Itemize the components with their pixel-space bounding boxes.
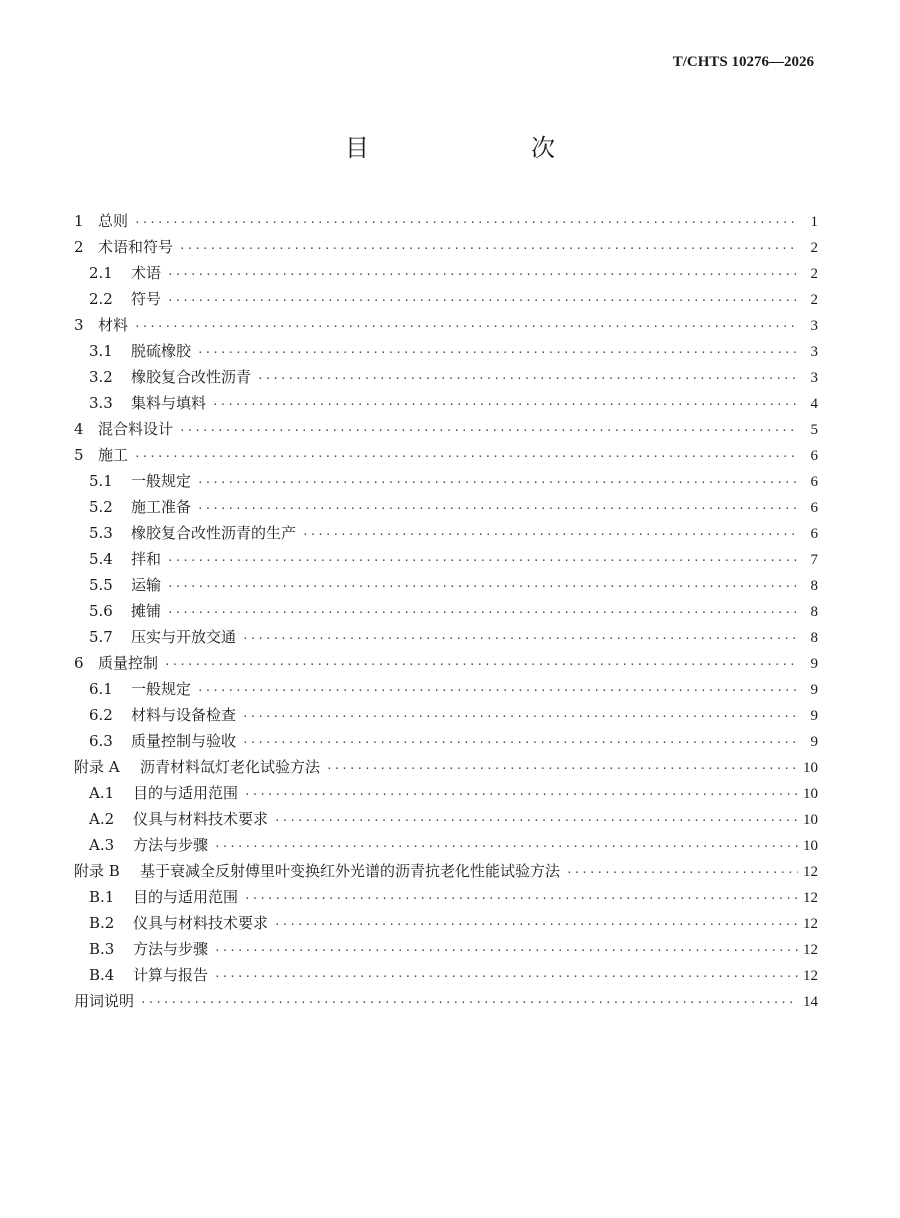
toc-leader-dots — [134, 444, 798, 470]
toc-entry-label: 混合料设计 — [98, 420, 174, 438]
toc-entry[interactable] — [74, 780, 818, 806]
toc-entry-page-number: 2 — [810, 292, 818, 308]
toc-entry-label: 用词说明 — [74, 992, 135, 1010]
toc-leader-dots — [140, 990, 798, 1016]
toc-entry[interactable] — [74, 936, 818, 962]
toc-entry[interactable] — [74, 806, 818, 832]
toc-entry-label: 仪具与材料技术要求 — [133, 914, 269, 932]
toc-entry-label: 沥青材料氙灯老化试验方法 — [140, 758, 321, 776]
toc-entry-label: 术语 — [131, 264, 162, 282]
toc-entry-page-number: 10 — [803, 786, 818, 802]
toc-entry[interactable] — [74, 832, 818, 858]
toc-entry-label: 橡胶复合改性沥青的生产 — [131, 524, 297, 542]
toc-entry-label: 基于衰减全反射傅里叶变换红外光谱的沥青抗老化性能试验方法 — [140, 862, 561, 880]
toc-leader-dots — [167, 262, 798, 288]
toc-entry-label: 一般规定 — [131, 680, 192, 698]
toc-leader-dots — [274, 808, 798, 834]
toc-entry-page-number: 12 — [803, 890, 818, 906]
toc-leader-dots — [244, 782, 798, 808]
toc-entry-page-number: 10 — [803, 838, 818, 854]
toc-entry-label: 一般规定 — [131, 472, 192, 490]
toc-entry[interactable] — [74, 702, 818, 728]
toc-entry-number: 2 — [74, 238, 84, 256]
toc-entry[interactable] — [74, 884, 818, 910]
toc-entry[interactable] — [74, 494, 818, 520]
toc-leader-dots — [212, 392, 798, 418]
toc-entry-page-number: 1 — [810, 214, 818, 230]
toc-entry[interactable] — [74, 754, 818, 780]
toc-leader-dots — [257, 366, 798, 392]
toc-entry-page-number: 8 — [810, 630, 818, 646]
toc-entry-page-number: 9 — [810, 656, 818, 672]
toc-entry-number: 5.7 — [89, 628, 113, 646]
page-title: 目 次 — [345, 134, 593, 162]
toc-entry-number: 附录 B — [74, 862, 120, 880]
toc-entry-number: 3.2 — [89, 368, 113, 386]
toc-entry-label: 仪具与材料技术要求 — [133, 810, 269, 828]
toc-entry-number: A.1 — [89, 784, 115, 802]
toc-entry-label: 质量控制与验收 — [131, 732, 237, 750]
toc-entry-page-number: 5 — [810, 422, 818, 438]
toc-entry-page-number: 10 — [803, 812, 818, 828]
toc-entry-label: 方法与步骤 — [133, 940, 209, 958]
toc-entry-page-number: 14 — [803, 994, 818, 1010]
toc-leader-dots — [197, 496, 798, 522]
toc-entry[interactable] — [74, 572, 818, 598]
toc-entry-number: A.3 — [89, 836, 115, 854]
toc-entry[interactable] — [74, 650, 818, 676]
toc-leader-dots — [164, 652, 798, 678]
toc-entry[interactable] — [74, 312, 818, 338]
toc-entry-label: 目的与适用范围 — [133, 784, 239, 802]
toc-entry[interactable] — [74, 390, 818, 416]
toc-entry-label: 目的与适用范围 — [133, 888, 239, 906]
toc-leader-dots — [134, 314, 798, 340]
toc-entry-page-number: 9 — [810, 682, 818, 698]
standard-code: T/CHTS 10276—2026 — [672, 54, 814, 70]
toc-leader-dots — [326, 756, 798, 782]
toc-entry[interactable] — [74, 858, 818, 884]
toc-entry[interactable] — [74, 364, 818, 390]
toc-leader-dots — [179, 418, 798, 444]
toc-entry[interactable] — [74, 468, 818, 494]
toc-entry-number: 3.1 — [89, 342, 113, 360]
toc-entry-page-number: 6 — [810, 448, 818, 464]
toc-leader-dots — [214, 964, 798, 990]
toc-entry[interactable] — [74, 910, 818, 936]
toc-entry[interactable] — [74, 520, 818, 546]
toc-entry-number: 2.2 — [89, 290, 113, 308]
toc-entry-page-number: 12 — [803, 968, 818, 984]
toc-entry-page-number: 12 — [803, 916, 818, 932]
toc-leader-dots — [242, 730, 798, 756]
toc-entry-number: B.1 — [89, 888, 115, 906]
toc-entry-page-number: 4 — [810, 396, 818, 412]
toc-leader-dots — [214, 938, 798, 964]
toc-entry-label: 术语和符号 — [98, 238, 174, 256]
toc-leader-dots — [197, 340, 798, 366]
toc-entry[interactable] — [74, 338, 818, 364]
toc-leader-dots — [244, 886, 798, 912]
toc-entry-number: 5.3 — [89, 524, 113, 542]
toc-entry-page-number: 9 — [810, 708, 818, 724]
toc-entry[interactable] — [74, 988, 818, 1014]
toc-entry[interactable] — [74, 286, 818, 312]
toc-entry-label: 拌和 — [131, 550, 162, 568]
toc-leader-dots — [134, 210, 798, 236]
toc-entry-number: 5.1 — [89, 472, 113, 490]
toc-entry[interactable] — [74, 676, 818, 702]
toc-leader-dots — [274, 912, 798, 938]
toc-entry-page-number: 3 — [810, 370, 818, 386]
toc-leader-dots — [167, 600, 798, 626]
toc-entry[interactable] — [74, 260, 818, 286]
toc-entry-page-number: 9 — [810, 734, 818, 750]
toc-leader-dots — [214, 834, 798, 860]
toc-entry-page-number: 6 — [810, 500, 818, 516]
toc-entry-label: 材料与设备检查 — [131, 706, 237, 724]
toc-leader-dots — [167, 288, 798, 314]
toc-entry-number: 6.2 — [89, 706, 113, 724]
toc-entry-page-number: 3 — [810, 344, 818, 360]
toc-leader-dots — [566, 860, 798, 886]
toc-entry-label: 运输 — [131, 576, 162, 594]
toc-entry-number: 5.4 — [89, 550, 113, 568]
toc-leader-dots — [242, 626, 798, 652]
toc-entry-label: 施工准备 — [131, 498, 192, 516]
toc-entry-page-number: 3 — [810, 318, 818, 334]
toc-entry[interactable] — [74, 234, 818, 260]
toc-entry-number: 6.1 — [89, 680, 113, 698]
toc-entry-page-number: 10 — [803, 760, 818, 776]
toc-entry[interactable] — [74, 208, 818, 234]
toc-entry[interactable] — [74, 728, 818, 754]
toc-entry[interactable] — [74, 442, 818, 468]
toc-entry[interactable] — [74, 962, 818, 988]
toc-entry-page-number: 12 — [803, 864, 818, 880]
toc-entry[interactable] — [74, 546, 818, 572]
toc-entry-number: B.2 — [89, 914, 115, 932]
toc-leader-dots — [197, 678, 798, 704]
toc-entry-number: A.2 — [89, 810, 115, 828]
toc-entry-number: 3 — [74, 316, 84, 334]
toc-entry-number: 2.1 — [89, 264, 113, 282]
toc-entry-number: 1 — [74, 212, 84, 230]
toc-entry-label: 符号 — [131, 290, 162, 308]
toc-entry-label: 摊铺 — [131, 602, 162, 620]
toc-entry-page-number: 8 — [810, 604, 818, 620]
toc-entry-number: 3.3 — [89, 394, 113, 412]
toc-leader-dots — [167, 548, 798, 574]
toc-entry-label: 质量控制 — [98, 654, 159, 672]
toc-entry-number: 6.3 — [89, 732, 113, 750]
toc-entry-label: 脱硫橡胶 — [131, 342, 192, 360]
table-of-contents — [74, 208, 818, 1014]
toc-entry-number: 5.6 — [89, 602, 113, 620]
toc-entry-label: 集料与填料 — [131, 394, 207, 412]
toc-entry-number: 6 — [74, 654, 84, 672]
toc-entry[interactable] — [74, 598, 818, 624]
toc-leader-dots — [179, 236, 798, 262]
toc-entry-label: 橡胶复合改性沥青 — [131, 368, 252, 386]
toc-entry-number: 5 — [74, 446, 84, 464]
toc-entry-number: 4 — [74, 420, 84, 438]
toc-entry-page-number: 2 — [810, 266, 818, 282]
toc-entry-number: B.4 — [89, 966, 115, 984]
toc-entry-label: 压实与开放交通 — [131, 628, 237, 646]
toc-entry-label: 总则 — [98, 212, 129, 230]
toc-entry-page-number: 2 — [810, 240, 818, 256]
toc-entry-label: 方法与步骤 — [133, 836, 209, 854]
toc-entry-page-number: 7 — [810, 552, 818, 568]
toc-entry-label: 施工 — [98, 446, 129, 464]
toc-entry[interactable] — [74, 624, 818, 650]
toc-entry-label: 材料 — [98, 316, 129, 334]
toc-entry-number: 5.5 — [89, 576, 113, 594]
toc-entry-page-number: 8 — [810, 578, 818, 594]
toc-leader-dots — [167, 574, 798, 600]
toc-entry-page-number: 6 — [810, 526, 818, 542]
toc-entry-number: B.3 — [89, 940, 115, 958]
toc-leader-dots — [302, 522, 798, 548]
toc-leader-dots — [197, 470, 798, 496]
toc-leader-dots — [242, 704, 798, 730]
toc-entry-number: 附录 A — [74, 758, 120, 776]
toc-entry-label: 计算与报告 — [133, 966, 209, 984]
toc-entry-number: 5.2 — [89, 498, 113, 516]
toc-entry[interactable] — [74, 416, 818, 442]
toc-entry-page-number: 6 — [810, 474, 818, 490]
toc-entry-page-number: 12 — [803, 942, 818, 958]
